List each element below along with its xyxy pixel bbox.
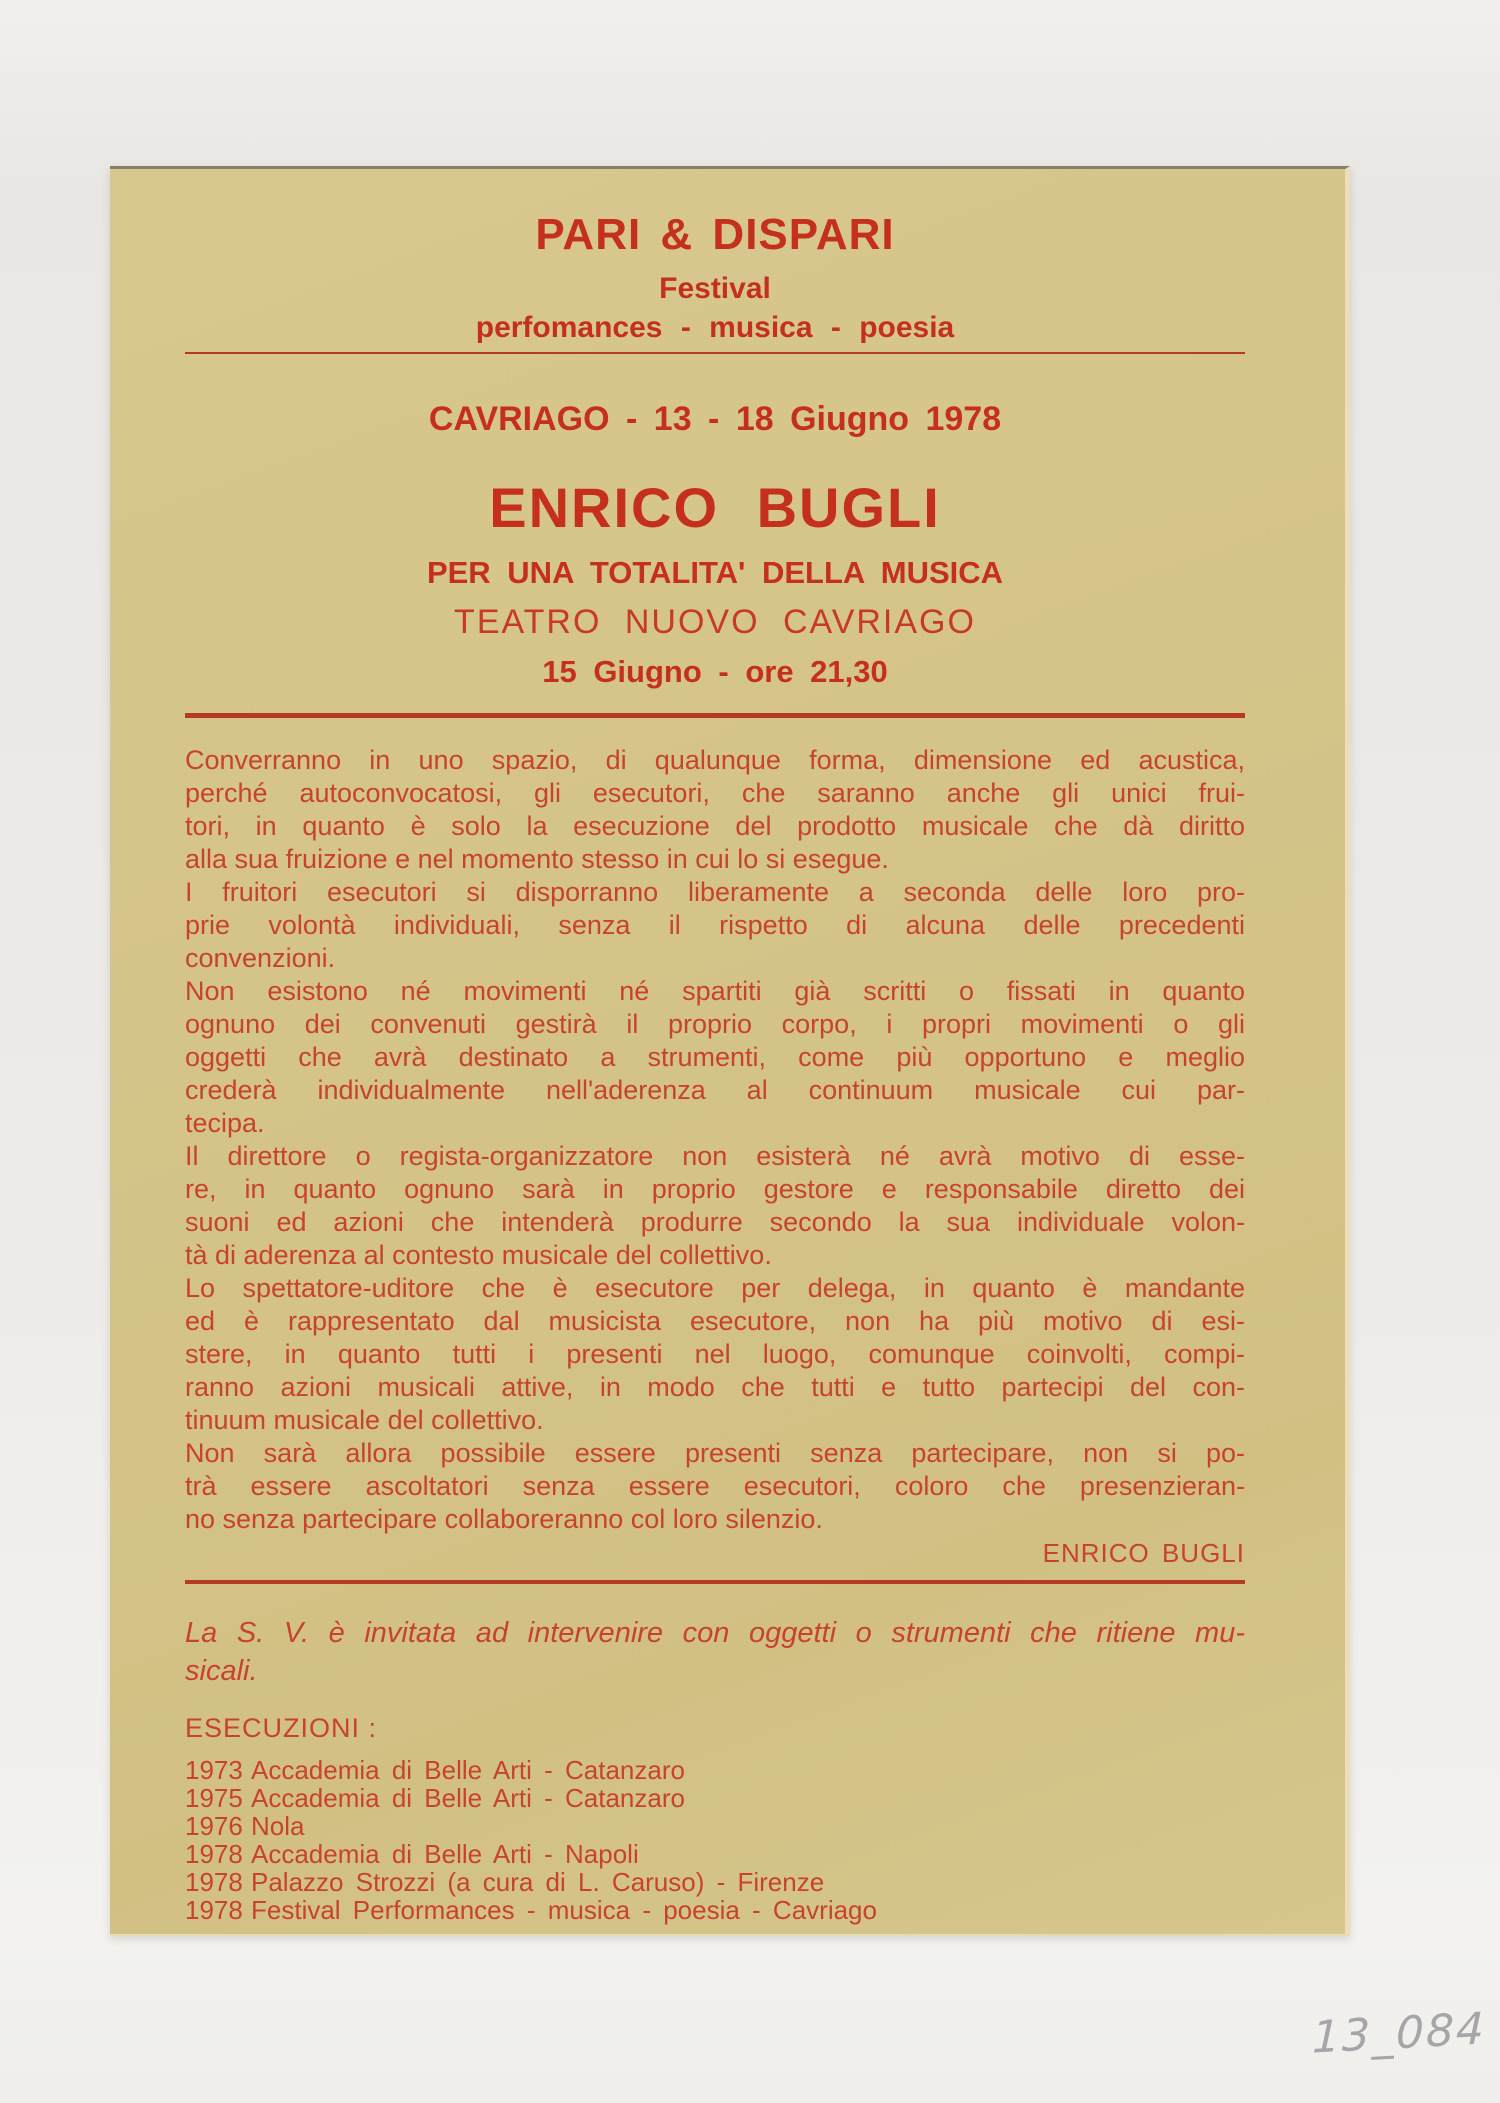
text-line: oggetti che avrà destinato a strumenti, come più opportuno e meglio xyxy=(185,1042,1245,1072)
esecuzioni-year: 1978 xyxy=(185,1895,243,1925)
section-rule-top xyxy=(185,713,1245,718)
text-line: stere, in quanto tutti i presenti nel luogo, comunque coinvolti, compi- xyxy=(185,1339,1245,1369)
text-line: ranno azioni musicali attive, in modo che tutti e tutto partecipi del con- xyxy=(185,1372,1245,1402)
esecuzioni-text: Festival Performances - musica - poesia - Cavriago xyxy=(251,1895,877,1925)
text-line: La S. V. è invitata ad intervenire con oggetti o strumenti che ritiene mu- xyxy=(185,1617,1245,1649)
body-paragraph xyxy=(185,1437,1245,1536)
invitation-text xyxy=(185,1614,1245,1690)
body-text xyxy=(185,744,1245,1536)
esecuzioni-year: 1976 xyxy=(185,1811,243,1841)
body-paragraph xyxy=(185,876,1245,975)
text-line: sicali. xyxy=(185,1655,258,1687)
esecuzioni-row xyxy=(185,1784,1245,1812)
esecuzioni-text: Accademia di Belle Arti - Catanzaro xyxy=(251,1755,685,1785)
text-line: perché autoconvocatosi, gli esecutori, che saranno anche gli unici frui- xyxy=(185,778,1245,808)
text-line: crederà individualmente nell'aderenza al continuum musicale cui par- xyxy=(185,1075,1245,1105)
esecuzioni-text: Accademia di Belle Arti - Napoli xyxy=(251,1839,639,1869)
venue: TEATRO NUOVO CAVRIAGO xyxy=(454,603,976,641)
text-line: Il direttore o regista-organizzatore non esisterà né avrà motivo di esse- xyxy=(185,1141,1245,1171)
event-location-dates: CAVRIAGO - 13 - 18 Giugno 1978 xyxy=(428,400,1002,438)
esecuzioni-list xyxy=(185,1756,1245,1924)
esecuzioni-year: 1975 xyxy=(185,1783,243,1813)
text-line: tecipa. xyxy=(185,1108,265,1138)
handwritten-catalog-number: 13_084 xyxy=(1311,2003,1487,2064)
header-rule xyxy=(185,352,1245,354)
esecuzioni-year: 1973 xyxy=(185,1755,243,1785)
text-line: tinuum musicale del collettivo. xyxy=(185,1405,544,1435)
text-line: alla sua fruizione e nel momento stesso in cui lo si esegue. xyxy=(185,844,889,874)
body-paragraph xyxy=(185,744,1245,876)
text-line: trà essere ascoltatori senza essere esecutori, coloro che presenzieran- xyxy=(185,1471,1245,1501)
section-rule-bottom xyxy=(185,1580,1245,1584)
esecuzioni-row xyxy=(185,1812,1245,1840)
flyer xyxy=(110,166,1350,1936)
esecuzioni-text: Palazzo Strozzi (a cura di L. Caruso) - Firenze xyxy=(251,1867,825,1897)
esecuzioni-row xyxy=(185,1868,1245,1896)
text-line: tori, in quanto è solo la esecuzione del prodotto musicale che dà diritto xyxy=(185,811,1245,841)
text-line: no senza partecipare collaboreranno col loro silenzio. xyxy=(185,1504,823,1534)
festival-subtitle: Festival xyxy=(659,272,771,305)
text-line: Lo spettatore-uditore che è esecutore per delega, in quanto è mandante xyxy=(185,1273,1245,1303)
esecuzioni-row xyxy=(185,1896,1245,1924)
text-line: Non sarà allora possibile essere presenti senza partecipare, non si po- xyxy=(185,1438,1245,1468)
text-line: Converranno in uno spazio, di qualunque forma, dimensione ed acustica, xyxy=(185,745,1245,775)
esecuzioni-text: Accademia di Belle Arti - Catanzaro xyxy=(251,1783,685,1813)
festival-title: PARI & DISPARI xyxy=(535,210,895,259)
text-line: ognuno dei convenuti gestirà il proprio corpo, i propri movimenti o gli xyxy=(185,1009,1245,1039)
esecuzioni-row xyxy=(185,1756,1245,1784)
work-title: PER UNA TOTALITA' DELLA MUSICA xyxy=(426,555,1004,590)
text-line: ed è rappresentato dal musicista esecutore, non ha più motivo di esi- xyxy=(185,1306,1245,1336)
text-line: tà di aderenza al contesto musicale del collettivo. xyxy=(185,1240,772,1270)
esecuzioni-year: 1978 xyxy=(185,1839,243,1869)
body-paragraph xyxy=(185,1272,1245,1437)
esecuzioni-year: 1978 xyxy=(185,1867,243,1897)
artist-name: ENRICO BUGLI xyxy=(489,476,941,539)
body-paragraph xyxy=(185,1140,1245,1272)
text-line: convenzioni. xyxy=(185,943,336,973)
esecuzioni-text: Nola xyxy=(251,1811,305,1841)
text-line: suoni ed azioni che intenderà produrre secondo la sua individuale volon- xyxy=(185,1207,1245,1237)
text-line: I fruitori esecutori si disporranno liberamente a seconda delle loro pro- xyxy=(185,877,1245,907)
signature: ENRICO BUGLI xyxy=(1042,1538,1245,1568)
festival-tagline: perfomances - musica - poesia xyxy=(475,311,955,344)
esecuzioni-row xyxy=(185,1840,1245,1868)
text-line: Non esistono né movimenti né spartiti già scritti o fissati in quanto xyxy=(185,976,1245,1006)
text-line: prie volontà individuali, senza il rispetto di alcuna delle precedenti xyxy=(185,910,1245,940)
event-datetime: 15 Giugno - ore 21,30 xyxy=(542,654,888,689)
text-line: re, in quanto ognuno sarà in proprio gestore e responsabile diretto dei xyxy=(185,1174,1245,1204)
esecuzioni-heading: ESECUZIONI : xyxy=(185,1713,378,1743)
body-paragraph xyxy=(185,975,1245,1140)
